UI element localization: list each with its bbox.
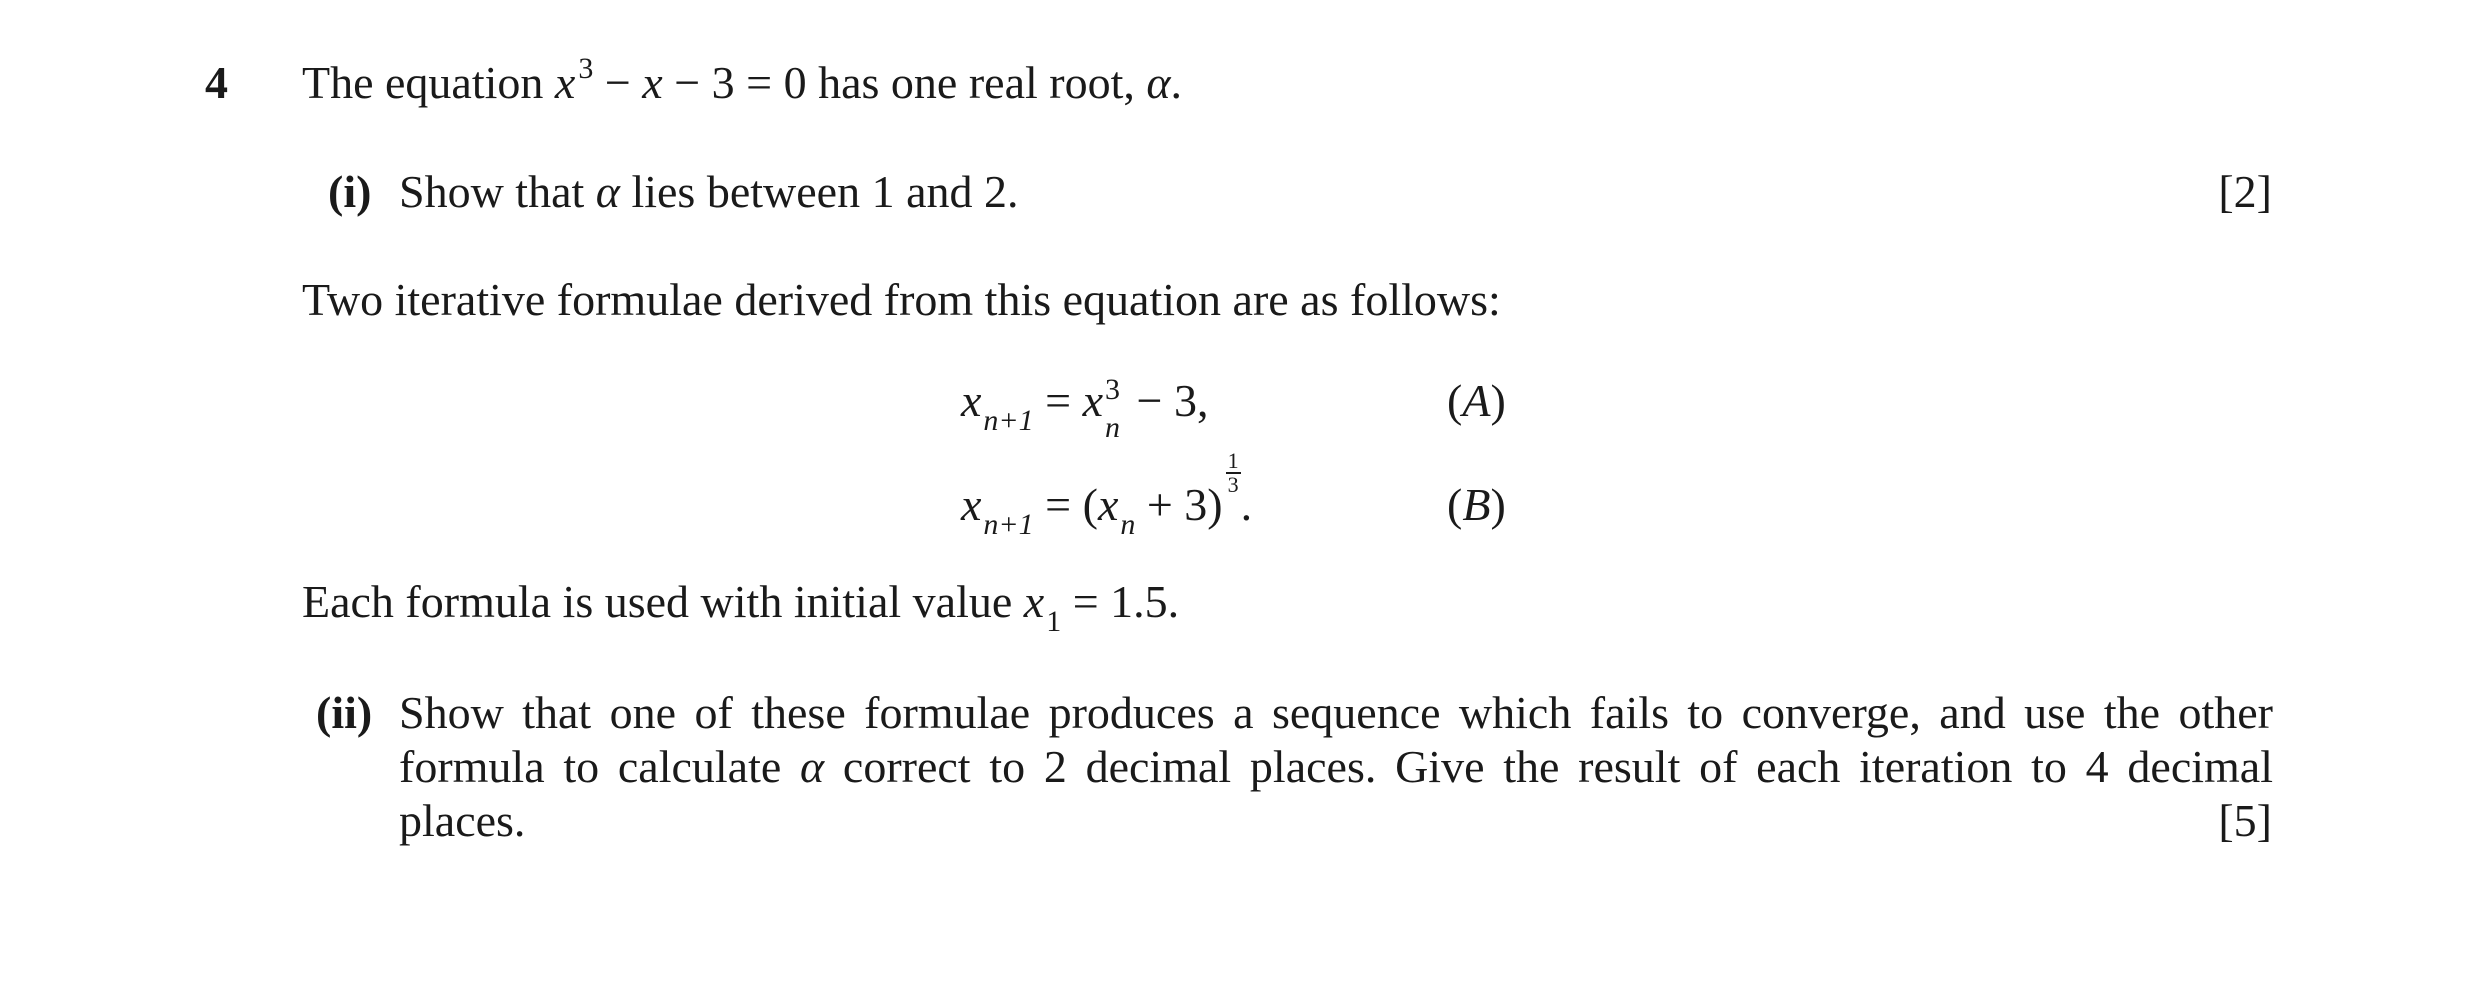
formula-a-tag-label: A xyxy=(1462,375,1491,426)
part-i-post: lies between 1 and 2. xyxy=(619,166,1019,217)
intro-alpha: α xyxy=(1146,57,1171,108)
initial-post: = 1.5. xyxy=(1061,576,1180,627)
formula-b-lhs-sub: n+1 xyxy=(983,508,1034,541)
part-i-label: (i) xyxy=(328,166,372,217)
formula-b-exponent-fraction xyxy=(1226,450,1241,496)
formula-b-rhs-sub: n xyxy=(1120,508,1136,541)
part-i-text xyxy=(399,166,1019,217)
formula-a-tag-close: ) xyxy=(1490,375,1506,426)
formula-a-tag xyxy=(1447,375,1506,426)
part-ii-line2-post: correct to 2 decimal places. Give the result of each iteration to 4 decimal xyxy=(824,741,2273,792)
part-i-pre: Show that xyxy=(399,166,596,217)
formula-a-rhs-sub: n xyxy=(1105,411,1121,444)
intro-post: − 3 = 0 has one real root, xyxy=(662,57,1147,108)
formula-b-tag xyxy=(1447,479,1506,530)
question-number: 4 xyxy=(205,57,228,108)
part-ii-line-2 xyxy=(399,741,2273,792)
formula-b-frac-den: 3 xyxy=(1227,472,1239,498)
formula-b-rhs-var: x xyxy=(1097,479,1119,530)
initial-sub: 1 xyxy=(1046,605,1062,638)
part-ii-marks: [5] xyxy=(2218,795,2272,846)
intro-exponent: 3 xyxy=(578,52,594,85)
part-ii-alpha: α xyxy=(800,741,825,792)
intro-var-x: x xyxy=(554,57,576,108)
intro-end: . xyxy=(1170,57,1183,108)
part-ii-line2-pre: formula to calculate xyxy=(399,741,801,792)
part-ii-label: (ii) xyxy=(316,687,373,738)
question-intro xyxy=(302,52,1183,108)
formula-b-lhs-var: x xyxy=(961,479,982,530)
formula-b-rhs-post: + 3) xyxy=(1135,479,1223,530)
initial-var: x xyxy=(1023,576,1045,627)
part-i-marks: [2] xyxy=(2218,166,2272,217)
formula-a-rhs-post: − 3, xyxy=(1125,375,1209,426)
formula-b-tag-label: B xyxy=(1462,479,1491,530)
part-ii-line-3: places. xyxy=(399,795,526,846)
part-i-alpha: α xyxy=(595,166,620,217)
intro-var-x2: x xyxy=(642,57,663,108)
formula-b xyxy=(961,448,1253,541)
initial-value-line xyxy=(302,576,1180,638)
formula-a-eq: = xyxy=(1033,375,1083,426)
formula-a-tag-open: ( xyxy=(1447,375,1463,426)
formula-a-rhs-var: x xyxy=(1082,375,1104,426)
formula-a xyxy=(961,373,1209,444)
formula-a-lhs-sub: n+1 xyxy=(983,404,1034,437)
formula-b-end: . xyxy=(1240,479,1253,530)
part-ii-line-1: Show that one of these formulae produces a sequence which fails to converge, and use the other xyxy=(399,687,2273,738)
formulae-intro: Two iterative formulae derived from this equation are as follows: xyxy=(302,274,1501,325)
formula-b-tag-close: ) xyxy=(1490,479,1506,530)
intro-pre: The equation xyxy=(302,57,555,108)
initial-pre: Each formula is used with initial value xyxy=(302,576,1024,627)
formula-b-eq: = ( xyxy=(1033,479,1098,530)
formula-b-tag-open: ( xyxy=(1447,479,1463,530)
formula-b-frac-num: 1 xyxy=(1227,448,1239,474)
formula-a-lhs-var: x xyxy=(961,375,982,426)
intro-mid: − xyxy=(593,57,643,108)
formula-a-rhs-sup: 3 xyxy=(1105,373,1121,406)
